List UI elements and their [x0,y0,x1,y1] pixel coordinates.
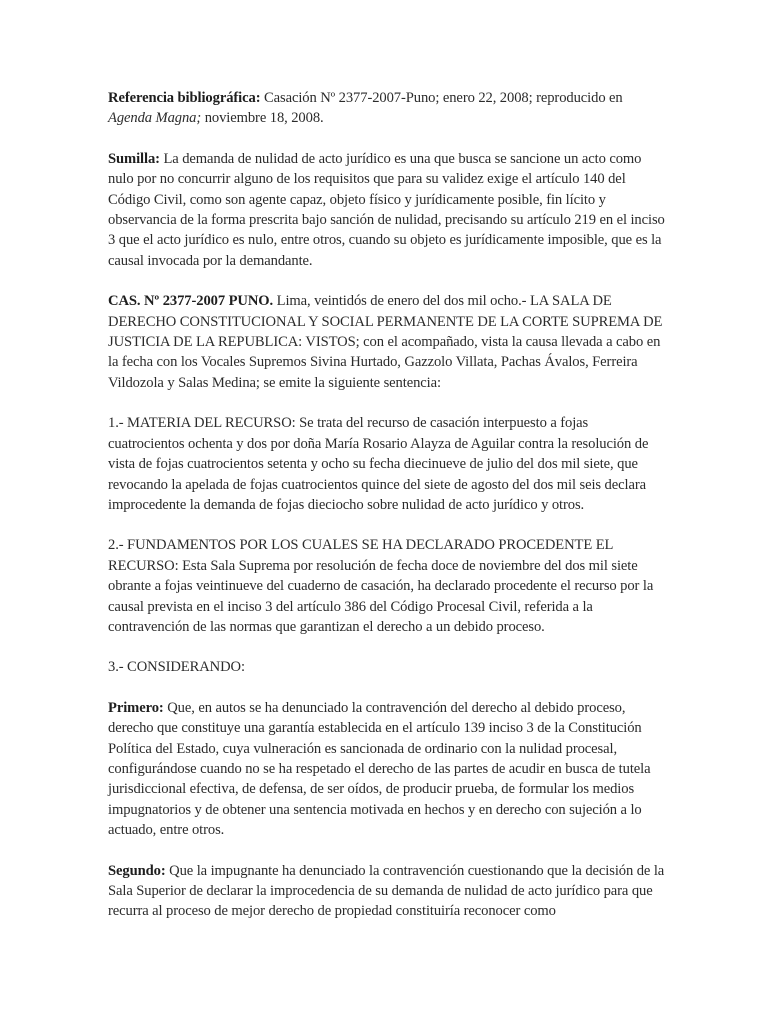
segundo-paragraph [108,861,668,922]
cas-text: Lima, veintidós de enero del dos mil ocho.- LA SALA DE DERECHO CONSTITUCIONAL Y SOCIAL PERMANENTE DE LA CORTE SUPREMA DE JUSTICIA DE LA REPUBLICA: VISTOS; con el acompañado, vista la causa llevada a cabo en la fecha con los Vocales Supremos Sivina Hurtado, Gazzolo Villata, Pachas Ávalos, Ferreira Vildozola y Salas Medina; se emite la siguiente sentencia: [108,293,663,391]
sumilla-label: Sumilla: [108,150,160,167]
considerando-text: 3.- CONSIDERANDO: [108,659,245,676]
primero-label: Primero: [108,699,164,716]
segundo-label: Segundo: [108,862,166,879]
fundamentos-text: 2.- FUNDAMENTOS POR LOS CUALES SE HA DECLARADO PROCEDENTE EL RECURSO: Esta Sala Suprema por resolución de fecha doce de noviembre del dos mil siete obrante a fojas veintinueve del cuaderno de casación, ha declarado procedente el recurso por la causal prevista en el inciso 3 del artículo 386 del Código Procesal Civil, referida a la contravención de las normas que garantizan el derecho a un debido proceso. [108,537,654,635]
sumilla-text: La demanda de nulidad de acto jurídico es una que busca se sancione un acto como nulo por no concurrir alguno de los requisitos que para su validez exige el artículo 140 del Código Civil, como son agente capaz, objeto físico y jurídicamente posible, fin lícito y observancia de la forma prescrita bajo sanción de nulidad, precisando su artículo 219 en el inciso 3 que el acto jurídico es nulo, entre otros, cuando su objeto es jurídicamente imposible, que es la causal invocada por la demandante. [108,150,665,269]
primero-paragraph [108,698,668,841]
primero-text: Que, en autos se ha denunciado la contravención del derecho al debido proceso, derecho que constituye una garantía establecida en el artículo 139 inciso 3 de la Constitución Política del Estado, cuya vulneración es sancionada de ordinario con la nulidad procesal, configurándose cuando no se ha respetado el derecho de las partes de acudir en busca de tutela jurisdiccional efectiva, de defensa, de ser oídos, de producir prueba, de formular los medios impugnatorios y de obtener una sentencia motivada en hechos y en derecho con sujeción a lo actuado, entre otros. [108,699,651,839]
fundamentos-paragraph [108,535,668,637]
reference-label: Referencia bibliográfica: [108,90,261,106]
segundo-text: Que la impugnante ha denunciado la contravención cuestionando que la decisión de la Sala Superior de declarar la improcedencia de su demanda de nulidad de acto jurídico para que recurra al proceso de mejor derecho de propiedad constituiría reconocer como [108,862,665,920]
cas-paragraph [108,291,668,393]
reference-text-a: Casación Nº 2377-2007-Puno; enero 22, 2008; reproducido en [260,90,623,106]
considerando-heading [108,657,668,677]
reference-text-b: noviembre 18, 2008. [201,110,324,127]
materia-paragraph [108,413,668,515]
reference-paragraph [108,88,668,129]
reference-source: Agenda Magna; [108,110,202,127]
materia-text: 1.- MATERIA DEL RECURSO: Se trata del recurso de casación interpuesto a fojas cuatrocientos ochenta y dos por doña María Rosario Alayza de Aguilar contra la resolución de vista de fojas cuatrocientos setenta y ocho su fecha diecinueve de julio del dos mil siete, que revocando la apelada de fojas cuatrocientos quince del siete de agosto del dos mil seis declara improcedente la demanda de fojas dieciocho sobre nulidad de acto jurídico y otros. [108,415,649,513]
sumilla-paragraph [108,149,668,271]
cas-label: CAS. Nº 2377-2007 PUNO. [108,293,274,310]
document-page [108,88,668,942]
